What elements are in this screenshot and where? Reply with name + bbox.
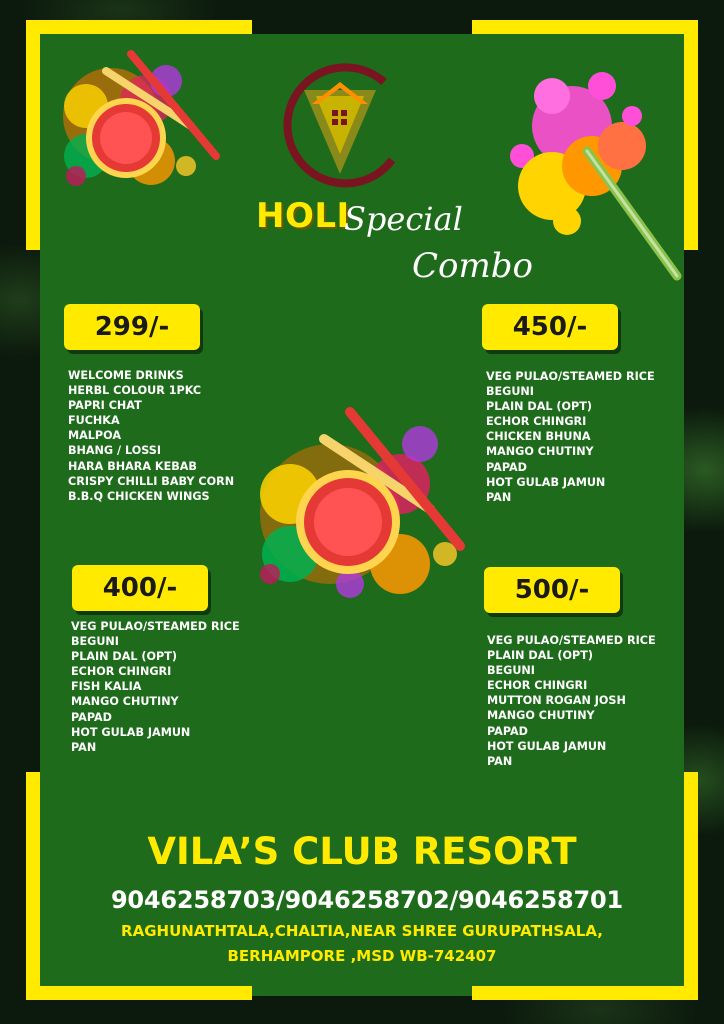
list-item: MUTTON ROGAN JOSH <box>487 694 626 708</box>
list-item: PAPRI CHAT <box>68 399 142 413</box>
list-item: BEGUNI <box>486 385 534 399</box>
list-item: PAPAD <box>71 710 112 724</box>
list-item: BHANG / LOSSI <box>68 444 161 458</box>
list-item: VEG PULAO/STEAMED RICE <box>71 620 240 633</box>
list-item: HOT GULAB JAMUN <box>71 725 191 739</box>
list-item: ECHOR CHINGRI <box>487 679 588 693</box>
list-item: MANGO CHUTINY <box>487 709 595 723</box>
price-tag-299: 299/- <box>64 304 200 350</box>
holi-color-bowl-icon <box>250 404 470 604</box>
price-tag-450: 450/- <box>482 304 618 350</box>
address-line-2: BERHAMPORE ,MSD WB-742407 <box>227 947 497 965</box>
combo-450-items <box>486 369 655 505</box>
list-item: VEG PULAO/STEAMED RICE <box>486 370 655 383</box>
list-item: PAPAD <box>486 460 527 474</box>
list-item: HOT GULAB JAMUN <box>487 739 607 753</box>
holi-color-bowl-icon <box>56 46 226 206</box>
list-item: BEGUNI <box>487 664 535 678</box>
list-item: B.B.Q CHICKEN WINGS <box>68 489 210 503</box>
address-line-1: RAGHUNATHTALA,CHALTIA,NEAR SHREE GURUPATHSALA, <box>121 922 603 940</box>
price-tag-400: 400/- <box>72 565 208 611</box>
combo-299-items <box>68 368 234 504</box>
list-item: BEGUNI <box>71 635 119 649</box>
combo-400-items <box>71 619 240 755</box>
list-item: MALPOA <box>68 429 121 443</box>
list-item: PLAIN DAL (OPT) <box>71 650 177 664</box>
list-item: VEG PULAO/STEAMED RICE <box>487 634 656 647</box>
special-title: Special <box>344 200 463 238</box>
list-item: CHICKEN BHUNA <box>486 430 591 444</box>
list-item: FUCHKA <box>68 414 120 428</box>
list-item: WELCOME DRINKS <box>68 369 184 382</box>
list-item: HARA BHARA KEBAB <box>68 459 197 473</box>
vc-house-logo-icon <box>272 52 408 188</box>
phone-numbers: 9046258703/9046258702/9046258701 <box>110 886 624 914</box>
holi-title: HOLI <box>256 196 350 236</box>
frame-corner <box>26 986 252 1000</box>
list-item: PLAIN DAL (OPT) <box>486 400 592 414</box>
resort-name: VILA’S CLUB RESORT <box>147 830 577 873</box>
list-item: MANGO CHUTINY <box>486 445 594 459</box>
frame-corner <box>26 20 40 250</box>
list-item: PAN <box>71 740 97 754</box>
frame-corner <box>26 20 252 34</box>
list-item: FISH KALIA <box>71 680 142 694</box>
list-item: HOT GULAB JAMUN <box>486 475 606 489</box>
list-item: PLAIN DAL (OPT) <box>487 649 593 663</box>
list-item: MANGO CHUTINY <box>71 695 179 709</box>
list-item: PAN <box>487 754 513 768</box>
frame-corner <box>472 986 698 1000</box>
list-item: HERBL COLOUR 1PKC <box>68 384 202 398</box>
list-item: ECHOR CHINGRI <box>71 665 172 679</box>
list-item: PAN <box>486 490 512 504</box>
price-tag-500: 500/- <box>484 567 620 613</box>
combo-title: Combo <box>412 246 533 286</box>
list-item: PAPAD <box>487 724 528 738</box>
frame-corner <box>472 20 698 34</box>
list-item: CRISPY CHILLI BABY CORN <box>68 474 235 488</box>
list-item: ECHOR CHINGRI <box>486 415 587 429</box>
combo-500-items <box>487 633 656 769</box>
